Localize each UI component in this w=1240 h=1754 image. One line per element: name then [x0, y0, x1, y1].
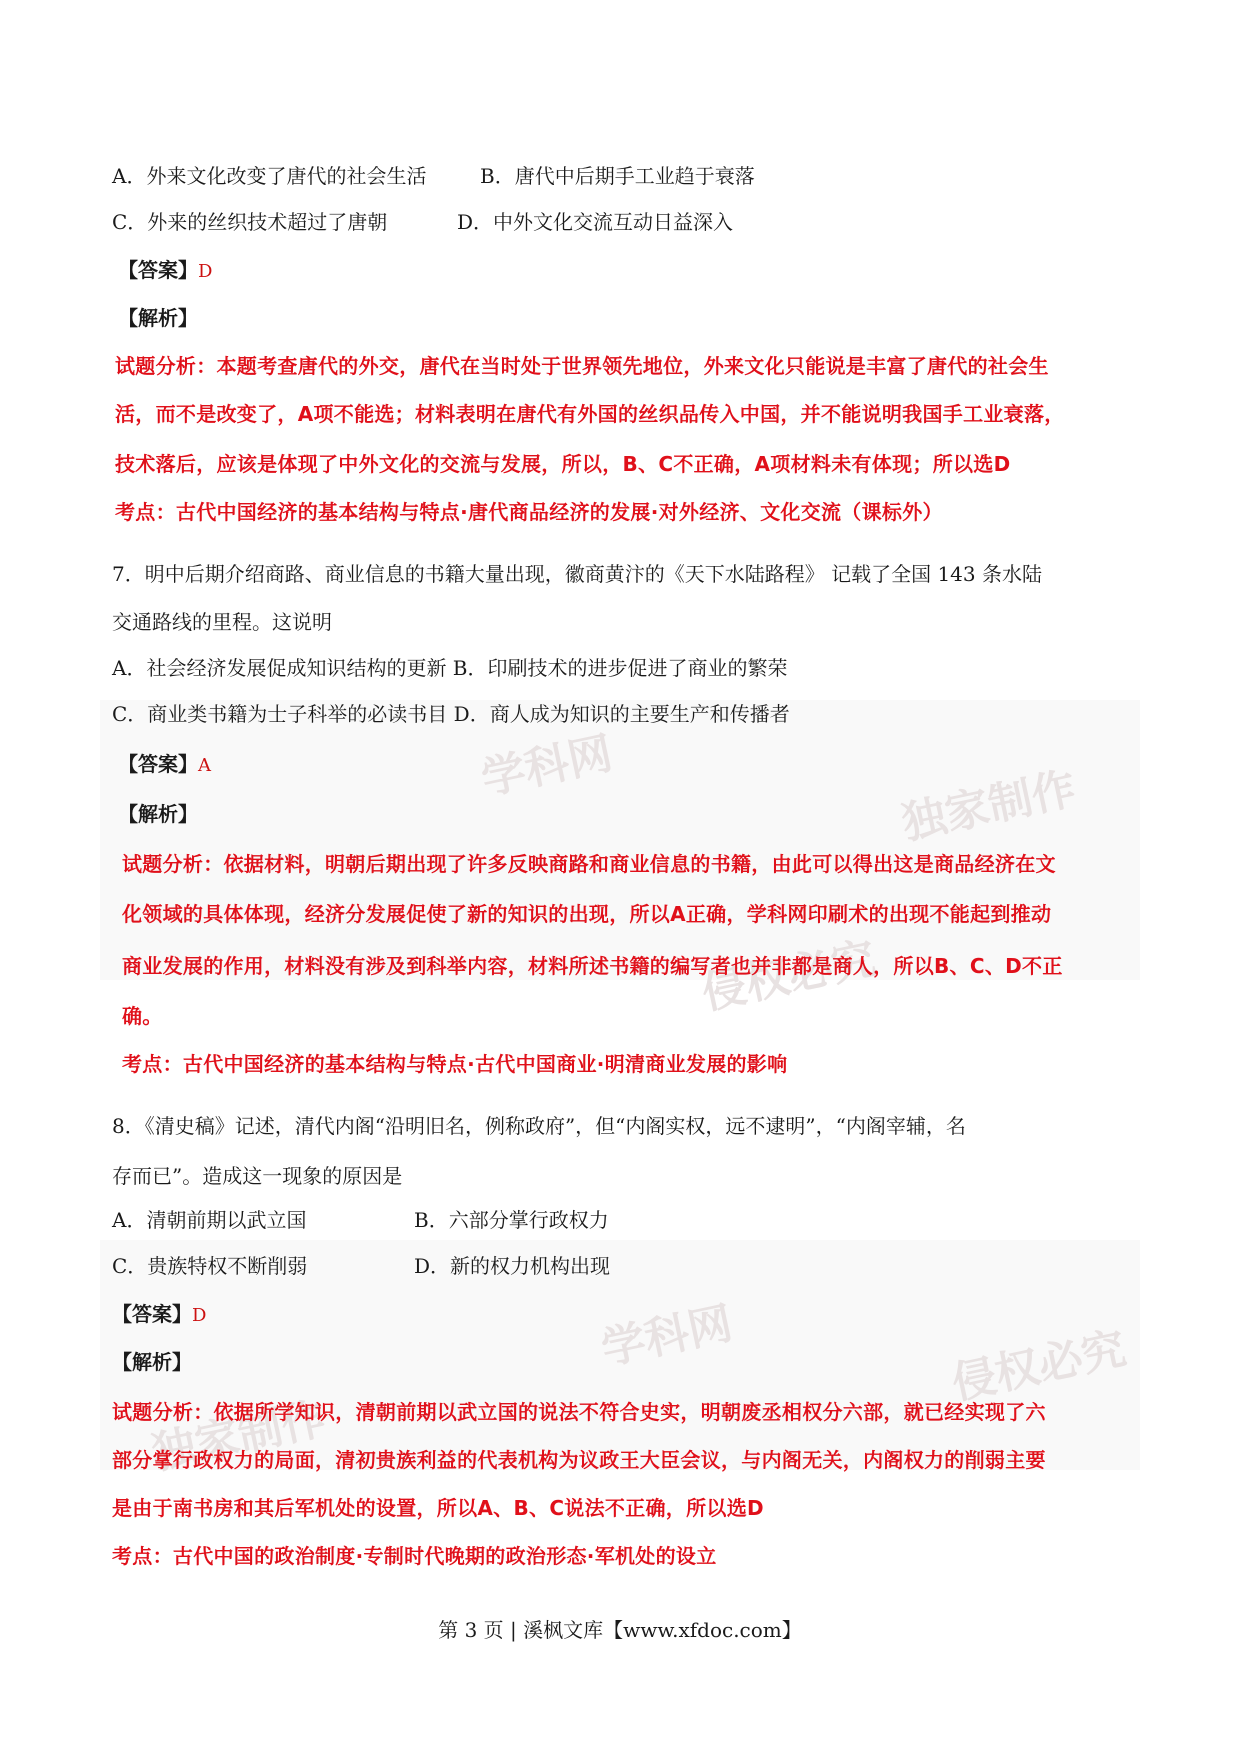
q7-analysis-line: 确。 [122, 1004, 163, 1028]
watermark-text: 学科网 [477, 727, 617, 806]
q6-answer [118, 256, 212, 286]
watermark-band [100, 700, 1140, 980]
q8-stem: 8．《清史稿》记述，清代内阁“沿明旧名，例称政府”，但“内阁实权，远不逮明”，“内阁宰辅，名 [112, 1114, 966, 1138]
q8-option-b: B．六部分掌行政权力 [414, 1208, 609, 1232]
q6-option-d: D．中外文化交流互动日益深入 [457, 210, 734, 234]
q6-analysis-label: 【解析】 [118, 306, 198, 330]
q7-options-ab: A．社会经济发展促成知识结构的更新 B．印刷技术的进步促进了商业的繁荣 [112, 656, 788, 680]
q7-analysis-line: 化领域的具体体现，经济分发展促使了新的知识的出现，所以A正确，学科网印刷术的出现不能起到推动 [122, 902, 1052, 926]
q6-option-b: B．唐代中后期手工业趋于衰落 [480, 164, 755, 188]
answer-label: 【答案】 [112, 1302, 192, 1326]
q8-analysis-line: 部分掌行政权力的局面，清初贵族利益的代表机构为议政王大臣会议，与内阁无关，内阁权力的削弱主要 [112, 1448, 1046, 1472]
q8-option-a: A．清朝前期以武立国 [112, 1208, 307, 1232]
q7-stem: 7．明中后期介绍商路、商业信息的书籍大量出现，徽商黄汴的《天下水陆路程》 记载了全国 143 条水陆 [112, 562, 1042, 586]
q8-stem: 存而已”。造成这一现象的原因是 [112, 1164, 403, 1188]
q7-options-cd: C．商业类书籍为士子科举的必读书目 D．商人成为知识的主要生产和传播者 [112, 702, 790, 726]
answer-label: 【答案】 [118, 752, 198, 776]
answer-value: A [198, 755, 211, 776]
q8-kaodian: 考点：古代中国的政治制度·专制时代晚期的政治形态·军机处的设立 [112, 1544, 717, 1568]
q7-kaodian: 考点：古代中国经济的基本结构与特点·古代中国商业·明清商业发展的影响 [122, 1052, 788, 1076]
q8-analysis-line: 试题分析：依据所学知识，清朝前期以武立国的说法不符合史实，明朝废丞相权分六部，就已经实现了六 [112, 1400, 1046, 1424]
watermark-text: 学科网 [597, 1297, 737, 1376]
watermark-text: 独家制作 [897, 763, 1081, 850]
q8-answer [112, 1300, 206, 1330]
watermark-text: 侵权必究 [947, 1323, 1131, 1410]
watermark-text: 侵权必究 [697, 933, 881, 1020]
q7-analysis-label: 【解析】 [118, 802, 198, 826]
q8-analysis-line: 是由于南书房和其后军机处的设置，所以A、B、C说法不正确，所以选D [112, 1496, 764, 1520]
q6-option-a: A．外来文化改变了唐代的社会生活 [112, 164, 427, 188]
q7-analysis-line: 试题分析：依据材料，明朝后期出现了许多反映商路和商业信息的书籍，由此可以得出这是商品经济在文 [122, 852, 1056, 876]
watermark-text: 独家制作 [147, 1393, 331, 1480]
q6-option-c: C．外来的丝织技术超过了唐朝 [112, 210, 388, 234]
q7-analysis-line: 商业发展的作用，材料没有涉及到科举内容，材料所述书籍的编写者也并非都是商人，所以B、C、D不正 [122, 954, 1063, 978]
page-footer: 第 3 页 | 溪枫文库【www.xfdoc.com】 [438, 1618, 802, 1642]
q6-kaodian: 考点：古代中国经济的基本结构与特点·唐代商品经济的发展·对外经济、文化交流（课标外） [115, 500, 943, 524]
answer-value: D [198, 261, 213, 282]
q7-stem: 交通路线的里程。这说明 [112, 610, 332, 634]
answer-label: 【答案】 [118, 258, 198, 282]
q6-analysis-line: 试题分析：本题考查唐代的外交，唐代在当时处于世界领先地位，外来文化只能说是丰富了唐代的社会生 [115, 354, 1049, 378]
q6-analysis-line: 活，而不是改变了，A项不能选；材料表明在唐代有外国的丝织品传入中国，并不能说明我国手工业衰落， [115, 402, 1065, 426]
q8-option-c: C．贵族特权不断削弱 [112, 1254, 308, 1278]
q8-option-d: D．新的权力机构出现 [414, 1254, 611, 1278]
answer-value: D [192, 1305, 207, 1326]
q7-answer [118, 750, 211, 780]
q8-analysis-label: 【解析】 [112, 1350, 192, 1374]
q6-analysis-line: 技术落后，应该是体现了中外文化的交流与发展，所以，B、C不正确，A项材料未有体现；所以选D [115, 452, 1011, 476]
